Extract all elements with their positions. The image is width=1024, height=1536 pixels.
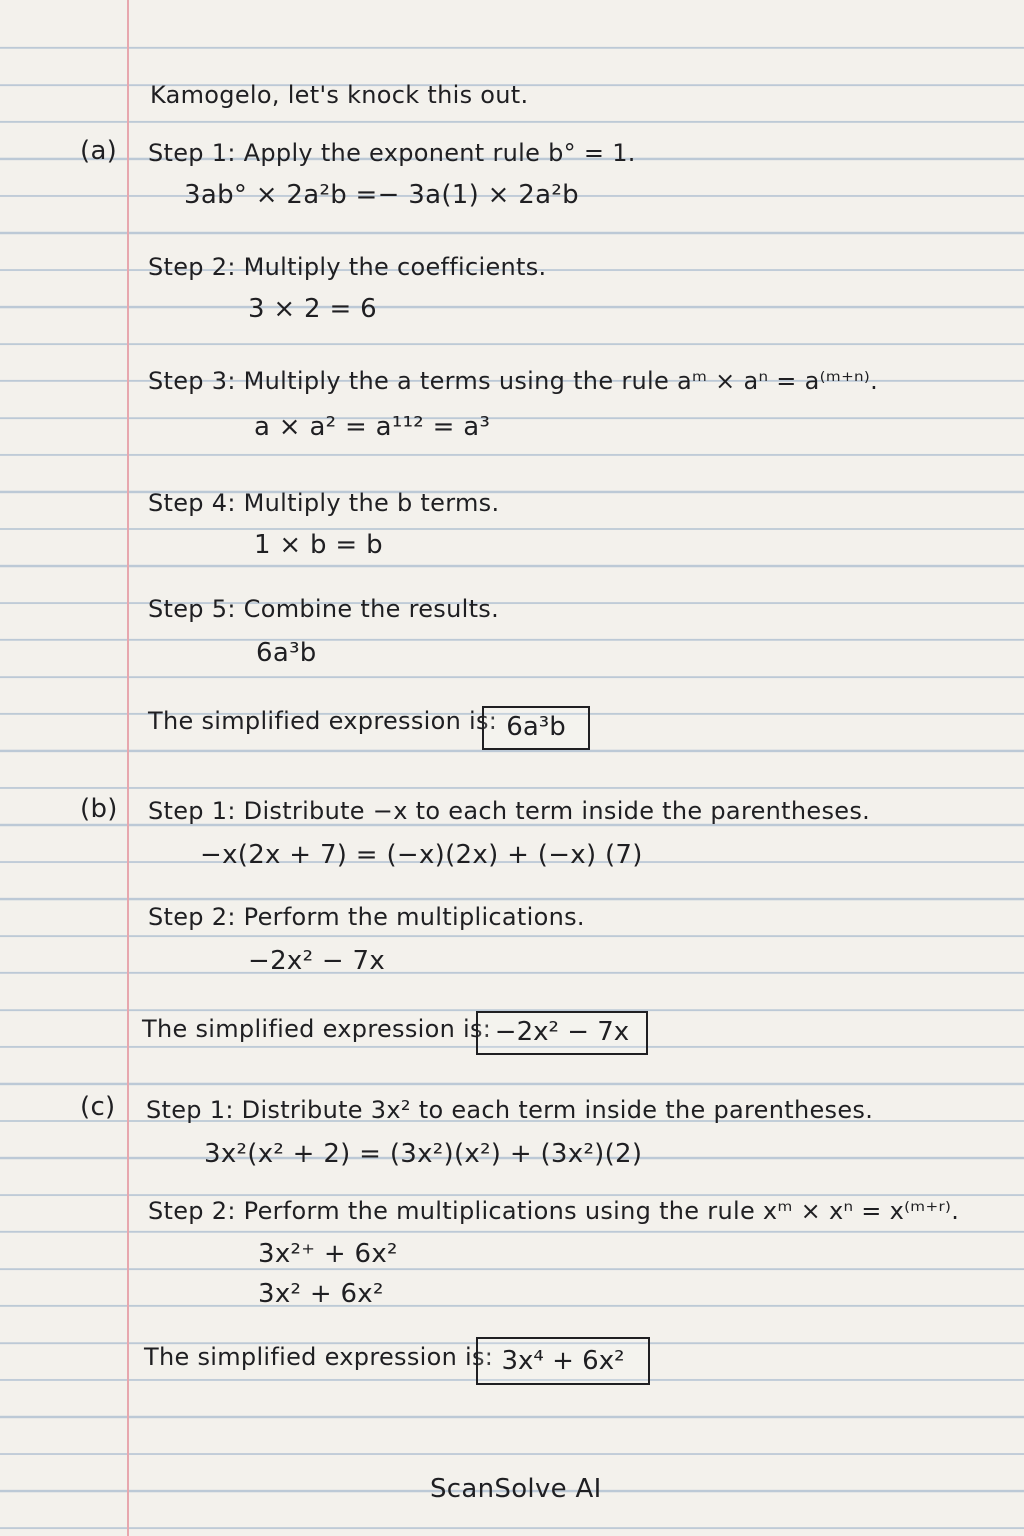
part-b-step2-math: −2x² − 7x xyxy=(248,946,386,976)
part-a-step2: Step 2: Multiply the coefficients. xyxy=(148,253,547,281)
part-a-step2-math: 3 × 2 = 6 xyxy=(248,294,377,324)
part-c-step1-math: 3x²(x² + 2) = (3x²)(x²) + (3x²)(2) xyxy=(204,1139,643,1169)
footer-brand: ScanSolve AI xyxy=(430,1474,602,1504)
margin-line xyxy=(127,0,129,1536)
part-c-final-label: The simplified expression is: xyxy=(144,1343,494,1371)
part-c-step2-math-1: 3x²⁺ + 6x² xyxy=(258,1239,398,1269)
intro-line: Kamogelo, let's knock this out. xyxy=(150,81,529,109)
part-b-step1-math: −x(2x + 7) = (−x)(2x) + (−x) (7) xyxy=(200,840,643,870)
part-a-label: (a) xyxy=(80,136,118,166)
part-b-step2: Step 2: Perform the multiplications. xyxy=(148,903,585,931)
part-c-step2-math-2: 3x² + 6x² xyxy=(258,1279,384,1309)
part-a-step4: Step 4: Multiply the b terms. xyxy=(148,489,500,517)
part-a-step3: Step 3: Multiply the a terms using the rule aᵐ × aⁿ = a⁽ᵐ⁺ⁿ⁾. xyxy=(148,367,879,395)
part-a-step3-math: a × a² = a¹¹² = a³ xyxy=(254,412,491,442)
part-b-final-answer-box xyxy=(476,1011,648,1055)
part-b-step1: Step 1: Distribute −x to each term inside the parentheses. xyxy=(148,797,871,825)
part-c-step2: Step 2: Perform the multiplications using the rule xᵐ × xⁿ = x⁽ᵐ⁺ʳ⁾. xyxy=(148,1197,960,1225)
part-b-final-label: The simplified expression is: xyxy=(142,1015,492,1043)
part-a-final-label: The simplified expression is: xyxy=(148,707,498,735)
part-a-step5-math: 6a³b xyxy=(256,638,317,668)
part-a-step1-math: 3ab° × 2a²b =− 3a(1) × 2a²b xyxy=(184,180,579,210)
part-c-final-answer-box xyxy=(476,1337,650,1385)
part-b-final-answer: −2x² − 7x xyxy=(494,1017,630,1047)
part-c-step1: Step 1: Distribute 3x² to each term inside the parentheses. xyxy=(146,1096,874,1124)
part-a-final-answer-box xyxy=(482,706,590,750)
part-a-step5: Step 5: Combine the results. xyxy=(148,595,500,623)
part-a-final-answer: 6a³b xyxy=(506,712,566,742)
part-c-label: (c) xyxy=(80,1092,116,1122)
part-a-step1: Step 1: Apply the exponent rule b° = 1. xyxy=(148,139,636,167)
part-a-step4-math: 1 × b = b xyxy=(254,530,383,560)
part-b-label: (b) xyxy=(80,794,118,824)
part-c-final-answer: 3x⁴ + 6x² xyxy=(501,1346,625,1376)
